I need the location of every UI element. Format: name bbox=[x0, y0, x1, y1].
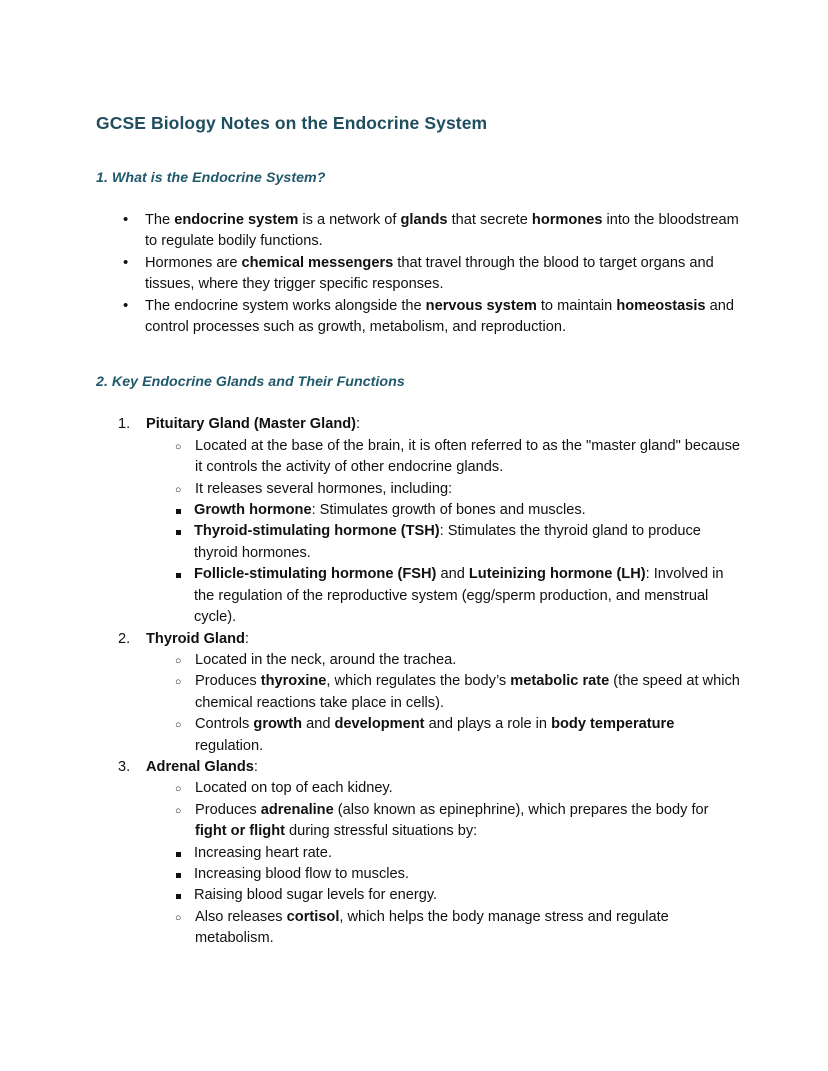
section-1-bullet-list bbox=[96, 210, 744, 338]
bold-term: adrenaline bbox=[260, 801, 334, 818]
text-run: Increasing heart rate. bbox=[194, 844, 332, 861]
text-run: (the speed at which chemical reactions take place in cells). bbox=[195, 673, 740, 711]
gland-detail-list bbox=[96, 436, 744, 629]
section-heading-1: 1. What is the Endocrine System? bbox=[96, 170, 326, 186]
text-run: : bbox=[253, 758, 258, 775]
bold-term: thyroxine bbox=[260, 673, 327, 690]
text-run: , which helps the body manage stress and regulate metabolism. bbox=[195, 908, 669, 947]
detail-list-item bbox=[145, 671, 744, 714]
text-run: regulation. bbox=[195, 737, 264, 754]
detail-list-item bbox=[145, 907, 744, 950]
bold-term: glands bbox=[400, 212, 448, 228]
text-run: (also known as epinephrine), which prepares the body for bbox=[333, 801, 709, 818]
text-run: : bbox=[356, 416, 361, 433]
document-body bbox=[96, 112, 744, 950]
gland-title bbox=[146, 757, 744, 778]
text-run: Located in the neck, around the trachea. bbox=[195, 651, 457, 668]
bold-term: endocrine system bbox=[174, 212, 299, 228]
text-run: : Involved in the regulation of the reproductive system (egg/sperm production, and menstrual cycle). bbox=[194, 566, 724, 626]
detail-list-item bbox=[145, 650, 744, 671]
text-run: into the bloodstream to regulate bodily functions. bbox=[145, 212, 739, 250]
detail-list-item bbox=[145, 436, 744, 479]
text-run: Located at the base of the brain, it is often referred to as the "master gland" because it controls the activity of other endocrine glands. bbox=[195, 437, 740, 476]
bold-term: homeostasis bbox=[616, 297, 706, 314]
detail-list-item bbox=[145, 778, 744, 799]
gland-title bbox=[146, 629, 744, 650]
bold-term: Follicle-stimulating hormone (FSH) bbox=[194, 566, 437, 583]
bold-term: chemical messengers bbox=[241, 254, 394, 271]
gland-title bbox=[146, 414, 744, 435]
sub-list-item bbox=[146, 843, 744, 864]
text-run: that travel through the blood to target organs and tissues, where they trigger specific responses. bbox=[145, 254, 714, 293]
bold-term: development bbox=[334, 716, 425, 733]
sub-list-item bbox=[146, 885, 744, 906]
bold-term: Thyroid-stimulating hormone (TSH) bbox=[194, 523, 440, 540]
gland-list-item bbox=[96, 757, 744, 778]
text-run: to maintain bbox=[536, 297, 617, 314]
bold-term: Pituitary Gland (Master Gland) bbox=[146, 416, 357, 433]
gland-detail-list bbox=[96, 778, 744, 949]
gland-detail-list bbox=[96, 650, 744, 757]
detail-list-item bbox=[145, 714, 744, 757]
text-run: Produces bbox=[195, 801, 261, 818]
bold-term: hormones bbox=[531, 212, 603, 228]
text-run: The bbox=[145, 212, 175, 228]
gland-list-item bbox=[96, 414, 744, 435]
bold-term: metabolic rate bbox=[510, 673, 610, 690]
text-run: Produces bbox=[195, 673, 261, 690]
bold-term: Adrenal Glands bbox=[146, 758, 254, 775]
text-run: Increasing blood flow to muscles. bbox=[194, 865, 409, 882]
hormone-sub-list bbox=[96, 500, 744, 628]
bold-term: cortisol bbox=[286, 908, 340, 925]
text-run: Hormones are bbox=[145, 254, 242, 271]
text-run: Located on top of each kidney. bbox=[195, 780, 393, 797]
detail-list-item bbox=[145, 479, 744, 500]
text-run: Raising blood sugar levels for energy. bbox=[194, 887, 438, 904]
list-item bbox=[96, 296, 744, 339]
text-run: is a network of bbox=[298, 212, 401, 228]
bold-term: Growth hormone bbox=[194, 502, 312, 519]
text-run: , which regulates the body’s bbox=[326, 673, 511, 690]
sub-list-item bbox=[146, 521, 744, 564]
sub-list-item bbox=[146, 564, 744, 628]
list-item bbox=[96, 253, 744, 296]
text-run: Also releases bbox=[195, 908, 287, 925]
gland-list-item bbox=[96, 629, 744, 650]
bold-term: body temperature bbox=[551, 716, 675, 733]
bold-term: Thyroid Gland bbox=[146, 630, 245, 647]
text-run: : bbox=[244, 630, 249, 647]
text-run: that secrete bbox=[447, 212, 532, 228]
text-run: and bbox=[302, 716, 335, 733]
sub-list-item bbox=[146, 864, 744, 885]
text-run: and plays a role in bbox=[424, 716, 552, 733]
page-title: GCSE Biology Notes on the Endocrine System bbox=[96, 113, 488, 133]
text-run: : Stimulates the thyroid gland to produce thyroid hormones. bbox=[194, 523, 701, 561]
list-item bbox=[96, 210, 744, 253]
text-run: The endocrine system works alongside the bbox=[145, 297, 426, 314]
text-run: It releases several hormones, including: bbox=[195, 480, 453, 497]
hormone-sub-list bbox=[96, 843, 744, 907]
text-run: during stressful situations by: bbox=[284, 823, 478, 840]
sub-list-item bbox=[146, 500, 744, 521]
endocrine-glands-list bbox=[96, 414, 744, 949]
text-run: and control processes such as growth, metabolism, and reproduction. bbox=[145, 297, 734, 336]
bold-term: Luteinizing hormone (LH) bbox=[468, 566, 646, 583]
section-heading-2: 2. Key Endocrine Glands and Their Functions bbox=[96, 374, 405, 391]
bold-term: fight or flight bbox=[195, 823, 285, 840]
bold-term: growth bbox=[253, 716, 303, 733]
detail-list-item bbox=[145, 800, 744, 843]
text-run: : Stimulates growth of bones and muscles. bbox=[311, 502, 586, 519]
bold-term: nervous system bbox=[425, 297, 537, 314]
text-run: and bbox=[436, 566, 469, 583]
text-run: Controls bbox=[195, 716, 254, 733]
